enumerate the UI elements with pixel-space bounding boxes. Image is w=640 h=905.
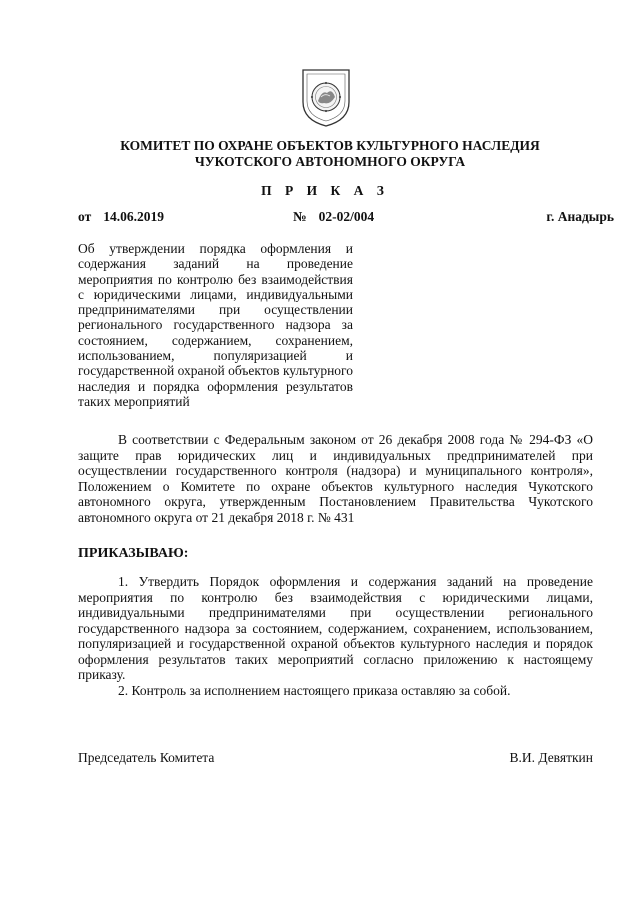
signatory-name: В.И. Девяткин (509, 750, 593, 765)
date-prefix: от (78, 209, 92, 224)
order-item-1: 1. Утвердить Порядок оформления и содержания заданий на проведение мероприятия по контролю без взаимодействия с юридическими лицами, индивидуальными предпринимателями при осуществлении регионального государственного надзора за состоянием, содержанием, сохранением, использованием, популяризацией и государственной охраной объектов культурного наследия и порядок оформления результатов таких мероприятий согласно приложению к настоящему приказу. (78, 574, 593, 682)
coat-of-arms-icon (299, 66, 353, 128)
document-meta (78, 209, 614, 227)
document-type: П Р И К А З (261, 183, 389, 198)
number-prefix: № (293, 209, 307, 224)
organization-name-line-1: КОМИТЕТ ПО ОХРАНЕ ОБЪЕКТОВ КУЛЬТУРНОГО НАСЛЕДИЯ (120, 138, 540, 153)
organization-name (60, 138, 600, 170)
document-date-block (78, 209, 164, 225)
preamble-paragraph: В соответствии с Федеральным законом от 26 декабря 2008 года № 294-ФЗ «О защите прав юридических лиц и индивидуальных предпринимателей при осуществлении государственного контроля (надзора) и муниципального контроля», Положением о Комитете по охране объектов культурного наследия Чукотского автономного округа, утвержденным Постановлением Правительства Чукотского автономного округа от 21 декабря 2018 г. № 431 (78, 432, 593, 525)
order-items (78, 574, 593, 698)
order-item-2: 2. Контроль за исполнением настоящего приказа оставляю за собой. (118, 682, 511, 698)
document-date: 14.06.2019 (103, 209, 164, 224)
document-number: 02-02/004 (318, 209, 375, 224)
document-number-block (293, 209, 374, 225)
signature-block (78, 750, 593, 768)
document-subject: Об утверждении порядка оформления и содержания заданий на проведение мероприятия по контролю без взаимодействия с юридическими лицами, индивидуальными предпринимателями при осуществлении регионального государственного надзора за состоянием, содержанием, сохранением, использованием, популяризацией и государственной охраной объектов культурного наследия и порядка оформления результатов таких мероприятий (78, 241, 353, 409)
organization-name-line-2: ЧУКОТСКОГО АВТОНОМНОГО ОКРУГА (194, 154, 466, 169)
signatory-position: Председатель Комитета (78, 750, 215, 765)
order-heading: ПРИКАЗЫВАЮ: (78, 546, 189, 561)
document-city: г. Анадырь (546, 209, 614, 224)
